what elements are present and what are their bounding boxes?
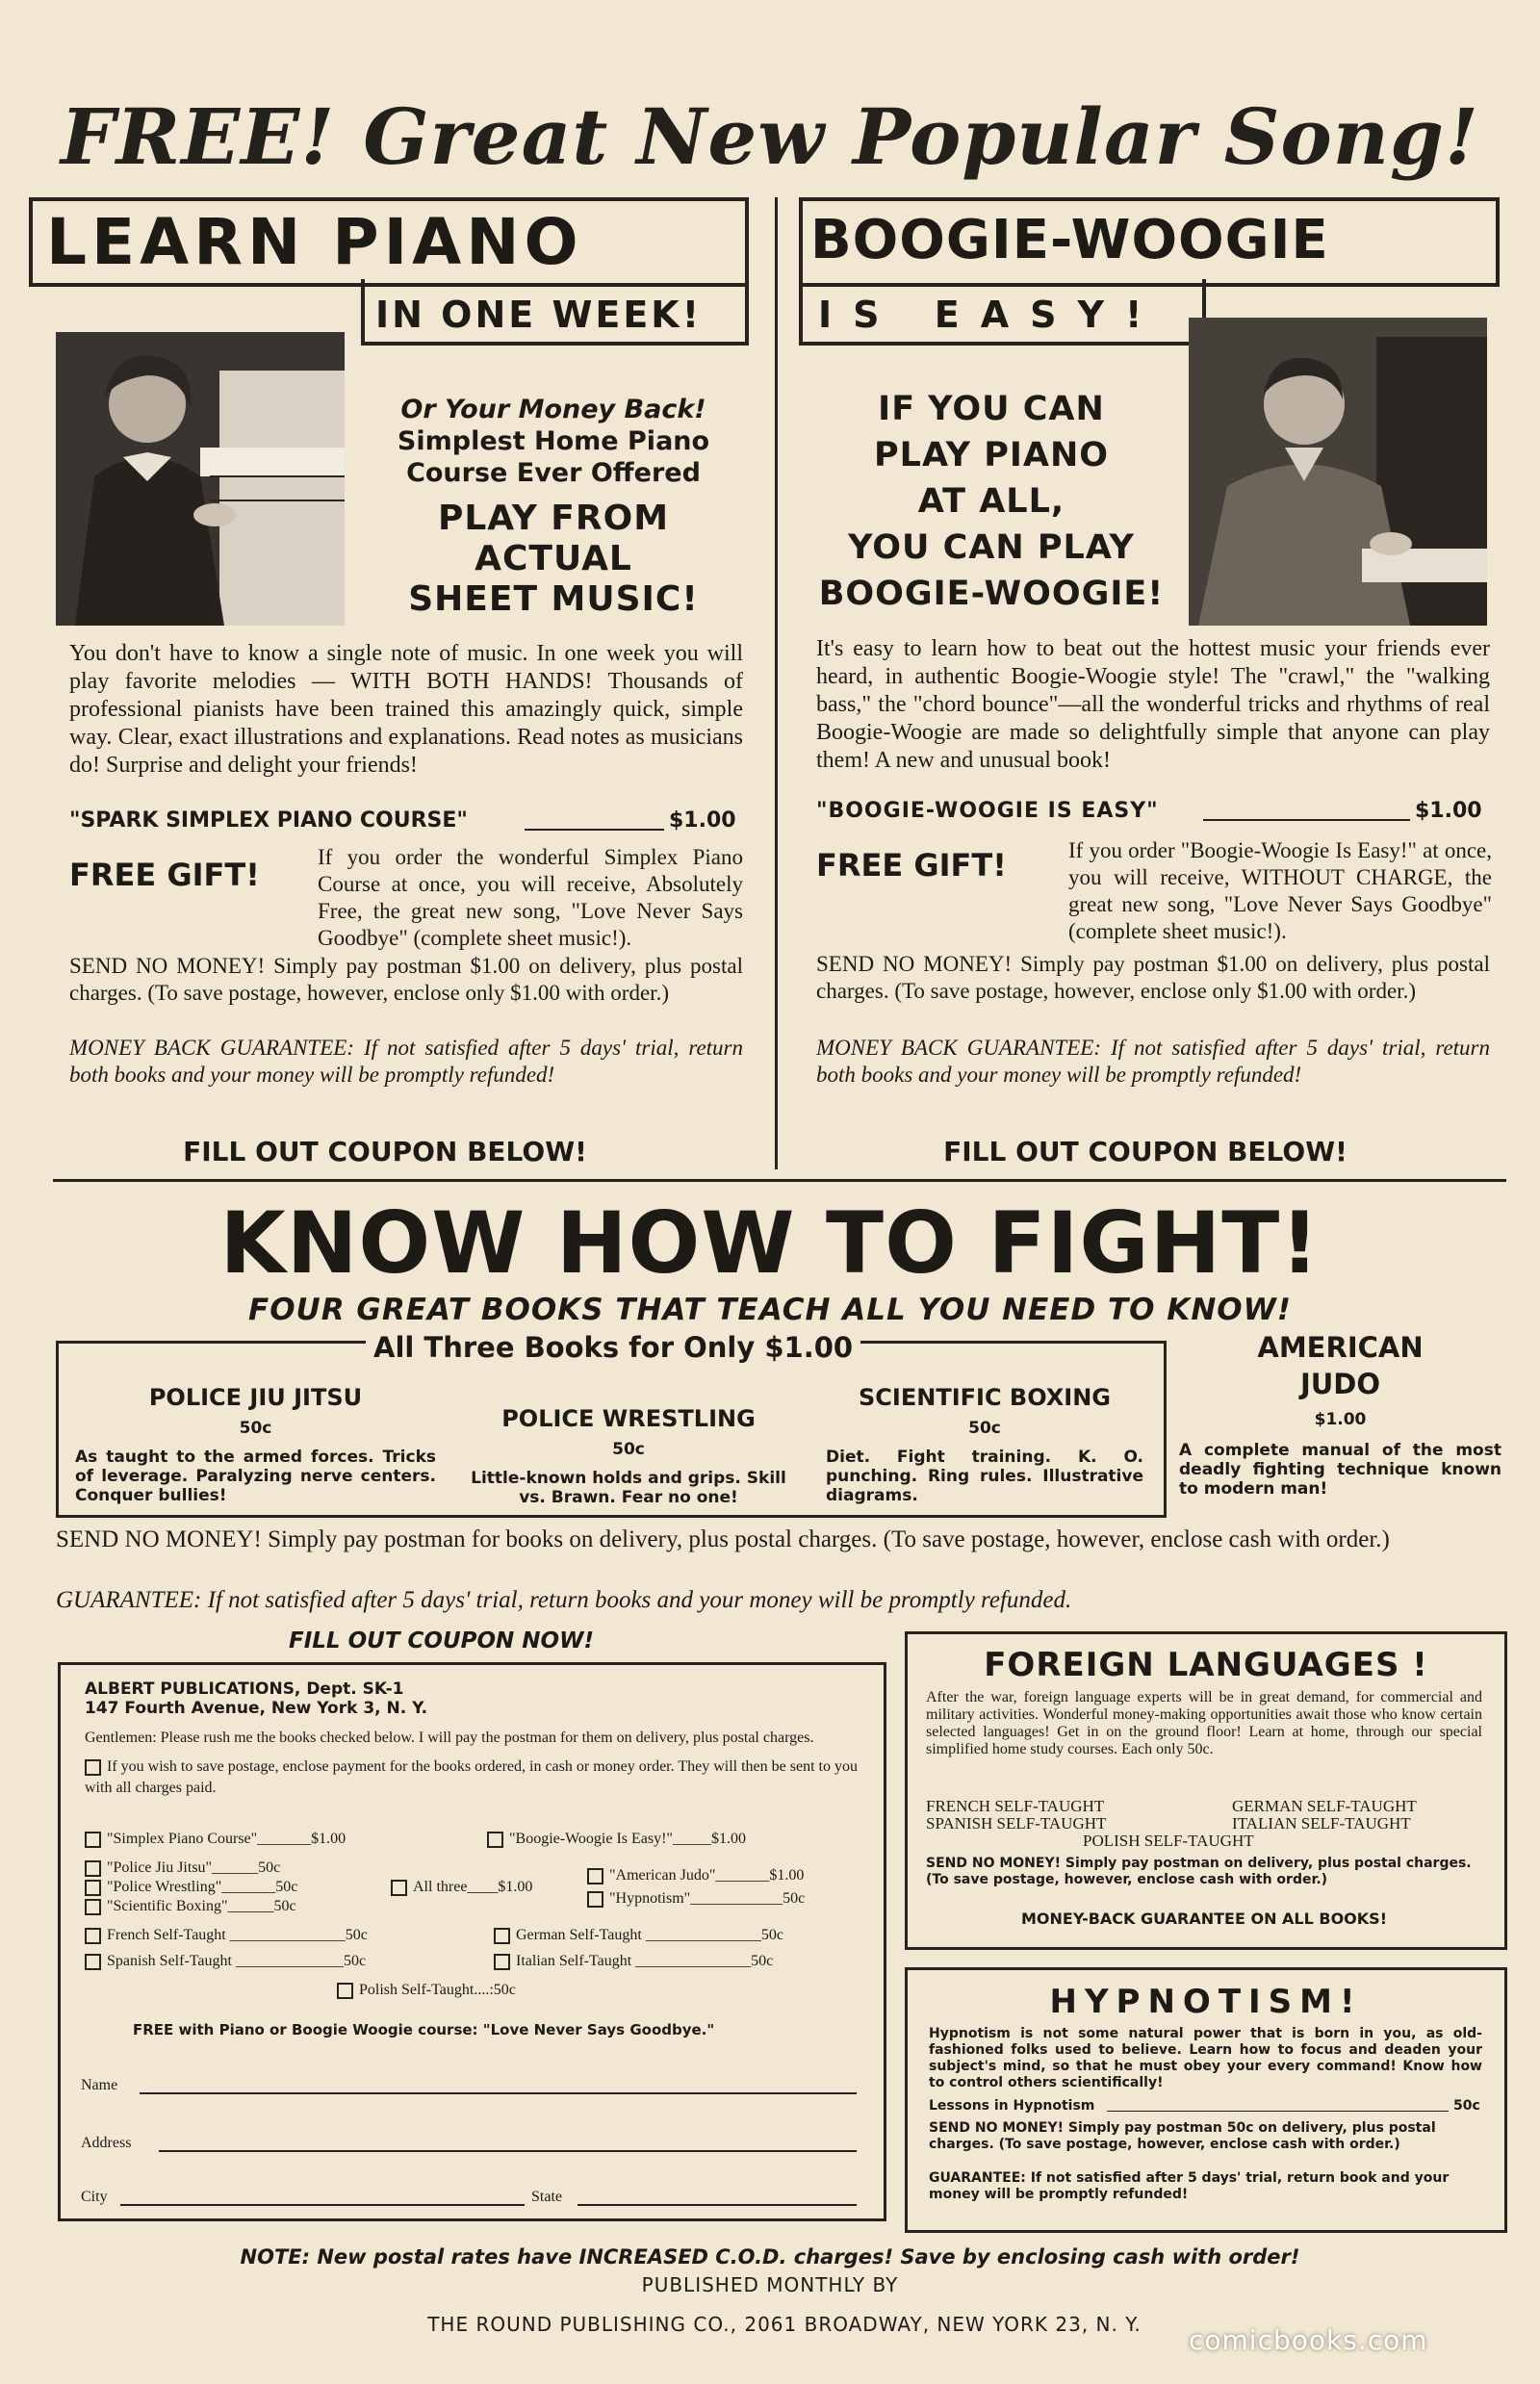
footer-publisher: THE ROUND PUBLISHING CO., 2061 BROADWAY, NEW YORK 23, N. Y. <box>427 2313 1142 2336</box>
pianist-woman-image <box>56 332 345 626</box>
boogie-checkbox[interactable] <box>487 1832 503 1848</box>
item-boxing[interactable] <box>85 1896 296 1917</box>
item-boogie[interactable] <box>487 1829 746 1850</box>
piano-tagline-2: Simplest Home Piano <box>397 426 710 456</box>
boogie-gift-text: If you order "Boogie-Woogie Is Easy!" at once, you will receive, WITHOUT CHARGE, the great new song, "Love Never Says Goodbye" (complete sheet music!). <box>1068 838 1492 943</box>
boogie-price: $1.00 <box>1415 799 1482 823</box>
fight-send: SEND NO MONEY! Simply pay postman for books on delivery, plus postal charges. (To save postage, however, enclose cash with order.) <box>56 1526 1390 1552</box>
languages-polish: POLISH SELF-TAUGHT <box>1083 1832 1254 1850</box>
boogie-title: BOOGIE-WOOGIE <box>810 209 1329 271</box>
piano-product: "SPARK SIMPLEX PIANO COURSE" <box>69 808 468 833</box>
fight-book-wrestling <box>460 1405 797 1507</box>
boogie-line-5: BOOGIE-WOOGIE! <box>818 575 1165 613</box>
allthree-checkbox[interactable] <box>391 1880 407 1896</box>
item-hypnotism-label: "Hypnotism"____________50c <box>609 1890 806 1907</box>
hypnotism-guarantee: GUARANTEE: If not satisfied after 5 days' trial, return book and your money will be promptly refunded! <box>929 2170 1450 2202</box>
judo-name-1: AMERICAN <box>1257 1331 1424 1364</box>
simplex-checkbox[interactable] <box>85 1832 101 1848</box>
coupon-company: ALBERT PUBLICATIONS, Dept. SK-1 <box>85 1679 404 1699</box>
item-jiujitsu[interactable] <box>85 1858 280 1879</box>
boogie-guarantee: MONEY BACK GUARANTEE: If not satisfied after 5 days' trial, return both books and your money will be promptly refunded! <box>816 1036 1490 1087</box>
piano-photo <box>56 332 345 626</box>
hypnotism-body: Hypnotism is not some natural power that is born in you, as old-fashioned folks used to believe. Learn how to focus and deaden your subject's mind, so that he must obey your every command! Know how to control others scientifically! <box>929 2026 1482 2090</box>
jiujitsu-price: 50c <box>239 1419 272 1438</box>
languages-german: GERMAN SELF-TAUGHT <box>1232 1797 1417 1815</box>
item-polish[interactable] <box>337 1980 516 2001</box>
boogie-body: It's easy to learn how to beat out the hottest music your friends ever heard, in authentic Boogie-Woogie style! The "crawl," the "walking bass," the "chord bounce"—all the wonderful tricks and rhythms of real Boogie-Woogie are made so delightfully simple that anyone can play them! A new and unusual book! <box>816 636 1490 773</box>
boogie-product-rule <box>1203 819 1410 821</box>
judo-desc: A complete manual of the most deadly fighting technique known to modern man! <box>1179 1441 1502 1499</box>
item-italian-label: Italian Self-Taught _______________50c <box>516 1953 774 1969</box>
section-rule <box>53 1179 1506 1182</box>
item-jiujitsu-label: "Police Jiu Jitsu"______50c <box>107 1859 281 1876</box>
coupon-address-label: Address <box>81 2135 132 2151</box>
judo-name-2: JUDO <box>1299 1368 1381 1400</box>
boogie-line-1: IF YOU CAN <box>878 390 1105 428</box>
languages-send: SEND NO MONEY! Simply pay postman on delivery, plus postal charges. (To save postage, however, enclose cash with order.) <box>926 1856 1472 1887</box>
boxing-price: 50c <box>968 1419 1001 1438</box>
judo-price: $1.00 <box>1314 1410 1367 1429</box>
fight-coupon-now: FILL OUT COUPON NOW! <box>289 1628 594 1653</box>
languages-title: FOREIGN LANGUAGES ! <box>984 1646 1428 1684</box>
item-boogie-label: "Boogie-Woogie Is Easy!"_____$1.00 <box>509 1831 746 1847</box>
column-divider <box>775 197 778 1169</box>
fight-book-jiujitsu <box>75 1384 436 1505</box>
fight-book-boxing <box>826 1384 1143 1505</box>
hypnotism-product: Lessons in Hypnotism <box>929 2098 1095 2114</box>
piano-play-1: PLAY FROM <box>437 499 670 538</box>
coupon-save-text: If you wish to save postage, enclose payment for the books ordered, in cash or money order. They will then be sent to you with all charges paid. <box>85 1758 858 1796</box>
piano-play-2: ACTUAL <box>475 539 632 578</box>
german-checkbox[interactable] <box>494 1928 510 1944</box>
item-wrestling[interactable] <box>85 1877 297 1898</box>
jiujitsu-checkbox[interactable] <box>85 1860 101 1877</box>
hypnotism-title: HYPNOTISM! <box>1049 1983 1363 2021</box>
item-french[interactable] <box>85 1925 368 1946</box>
boogie-line-4: YOU CAN PLAY <box>848 528 1135 567</box>
save-postage-checkbox[interactable] <box>85 1759 101 1776</box>
item-italian[interactable] <box>494 1951 773 1972</box>
footer-note: NOTE: New postal rates have INCREASED C.O.D. charges! Save by enclosing cash with order! <box>240 2245 1300 2269</box>
piano-guarantee: MONEY BACK GUARANTEE: If not satisfied after 5 days' trial, return both books and your money will be promptly refunded! <box>69 1036 743 1087</box>
languages-guarantee: MONEY-BACK GUARANTEE ON ALL BOOKS! <box>1021 1910 1387 1928</box>
wrestling-price: 50c <box>612 1440 645 1459</box>
item-allthree-label: All three____$1.00 <box>413 1879 533 1895</box>
item-boxing-label: "Scientific Boxing"______50c <box>107 1898 296 1914</box>
item-spanish-label: Spanish Self-Taught ______________50c <box>107 1953 367 1969</box>
piano-tagline-3: Course Ever Offered <box>406 458 701 488</box>
item-german-label: German Self-Taught _______________50c <box>516 1927 783 1943</box>
coupon-state-label: State <box>531 2189 562 2205</box>
coupon-content <box>85 1679 874 1799</box>
piano-body: You don't have to know a single note of music. In one week you will play favorite melodies — WITH BOTH HANDS! Thousands of professional pianists have been trained this amazingly quick, simple way. Clear, exact illustrations and explanations. Read notes as musicians do! Surprise and delight your friends! <box>69 641 743 778</box>
boxing-name: SCIENTIFIC BOXING <box>859 1384 1111 1411</box>
coupon-state-field[interactable] <box>578 2204 857 2206</box>
item-hypnotism[interactable] <box>587 1888 805 1910</box>
languages-spanish: SPANISH SELF-TAUGHT <box>926 1814 1107 1833</box>
boogie-gift-label: FREE GIFT! <box>816 847 1007 884</box>
fight-book-judo <box>1179 1331 1502 1499</box>
languages-french: FRENCH SELF-TAUGHT <box>926 1797 1105 1815</box>
languages-italian: ITALIAN SELF-TAUGHT <box>1232 1814 1411 1833</box>
piano-gift-text: If you order the wonderful Simplex Piano Course at once, you will receive, Absolutely Free, the great new song, "Love Never Says Goodbye" (complete sheet music!). <box>318 845 743 950</box>
piano-product-rule <box>525 829 664 831</box>
polish-checkbox[interactable] <box>337 1983 353 1999</box>
italian-checkbox[interactable] <box>494 1954 510 1970</box>
item-judo[interactable] <box>587 1865 804 1886</box>
boogie-product: "BOOGIE-WOOGIE IS EASY" <box>816 799 1159 823</box>
jiujitsu-desc: As taught to the armed forces. Tricks of leverage. Paralyzing nerve centers. Conquer bullies! <box>75 1448 436 1505</box>
piano-play-3: SHEET MUSIC! <box>408 579 699 619</box>
piano-send: SEND NO MONEY! Simply pay postman $1.00 on delivery, plus postal charges. (To save postage, however, enclose only $1.00 with order.) <box>69 954 743 1005</box>
coupon-name-field[interactable] <box>140 2092 857 2094</box>
fight-bundle: All Three Books for Only $1.00 <box>366 1331 860 1364</box>
piano-title: LEARN PIANO <box>46 205 583 279</box>
coupon-city-field[interactable] <box>120 2204 525 2206</box>
item-wrestling-label: "Police Wrestling"_______50c <box>107 1879 298 1895</box>
boxing-desc: Diet. Fight training. K. O. punching. Ring rules. Illustrative diagrams. <box>826 1448 1143 1505</box>
hypnotism-send: SEND NO MONEY! Simply pay postman 50c on delivery, plus postal charges. (To save postage, however, enclose cash with order.) <box>929 2120 1436 2152</box>
item-simplex[interactable] <box>85 1829 346 1850</box>
boogie-photo <box>1189 318 1487 626</box>
wrestling-checkbox[interactable] <box>85 1880 101 1896</box>
boogie-line-3: AT ALL, <box>917 482 1065 521</box>
item-judo-label: "American Judo"_______$1.00 <box>609 1867 805 1884</box>
judo-checkbox[interactable] <box>587 1868 603 1884</box>
piano-coupon: FILL OUT COUPON BELOW! <box>183 1136 587 1167</box>
coupon-address-field[interactable] <box>159 2150 857 2152</box>
wrestling-name: POLICE WRESTLING <box>501 1405 756 1432</box>
hypnotism-checkbox[interactable] <box>587 1891 603 1908</box>
french-checkbox[interactable] <box>85 1928 101 1944</box>
hypnotism-product-rule <box>1107 2111 1449 2112</box>
pianist-man-image <box>1189 318 1487 626</box>
boogie-ad <box>799 197 1511 1174</box>
languages-body: After the war, foreign language experts will be in great demand, for commercial and military activities. Wonderful money-making opportunities await those who know certain selected languages! Get in on the ground floor! Learn at home, through our special simplified home study courses. Each only 50c. <box>926 1689 1482 1757</box>
item-polish-label: Polish Self-Taught....:50c <box>359 1982 516 1998</box>
boogie-send: SEND NO MONEY! Simply pay postman $1.00 on delivery, plus postal charges. (To save postage, however, enclose only $1.00 with order.) <box>816 952 1490 1003</box>
fight-subtitle: FOUR GREAT BOOKS THAT TEACH ALL YOU NEED TO KNOW! <box>248 1293 1292 1327</box>
coupon-intro: Gentlemen: Please rush me the books checked below. I will pay the postman for them on delivery, plus postal charges. <box>85 1730 814 1746</box>
item-spanish[interactable] <box>85 1951 366 1972</box>
piano-tagline-1: Or Your Money Back! <box>400 395 706 424</box>
coupon-items <box>85 1829 874 2007</box>
boxing-checkbox[interactable] <box>85 1899 101 1915</box>
piano-ad <box>29 197 760 1174</box>
coupon-name-label: Name <box>81 2077 118 2093</box>
coupon-save-row[interactable] <box>85 1756 864 1799</box>
coupon-city-label: City <box>81 2189 108 2205</box>
piano-gift-label: FREE GIFT! <box>69 857 260 893</box>
item-french-label: French Self-Taught _______________50c <box>107 1927 368 1943</box>
item-simplex-label: "Simplex Piano Course"_______$1.00 <box>107 1831 346 1847</box>
boogie-coupon: FILL OUT COUPON BELOW! <box>943 1136 1348 1167</box>
piano-price: $1.00 <box>669 808 736 833</box>
coupon-free-note: FREE with Piano or Boogie Woogie course: "Love Never Says Goodbye." <box>133 2021 715 2038</box>
piano-subtitle: IN ONE WEEK! <box>375 294 703 336</box>
fight-title: KNOW HOW TO FIGHT! <box>219 1193 1321 1293</box>
fight-guarantee: GUARANTEE: If not satisfied after 5 days' trial, return books and your money will be promptly refunded. <box>56 1587 1072 1613</box>
item-allthree[interactable] <box>391 1877 532 1898</box>
hypnotism-price: 50c <box>1453 2098 1480 2114</box>
headline: FREE! Great New Popular Song! <box>61 91 1479 182</box>
spanish-checkbox[interactable] <box>85 1954 101 1970</box>
wrestling-desc: Little-known holds and grips. Skill vs. Brawn. Fear no one! <box>471 1469 786 1507</box>
boogie-subtitle: IS EASY! <box>818 294 1164 336</box>
boogie-line-2: PLAY PIANO <box>873 436 1110 474</box>
item-german[interactable] <box>494 1925 783 1946</box>
footer-published: PUBLISHED MONTHLY BY <box>641 2273 899 2296</box>
jiujitsu-name: POLICE JIU JITSU <box>148 1384 363 1411</box>
watermark: comicbooks.com <box>1189 2324 1428 2356</box>
coupon-address: 147 Fourth Avenue, New York 3, N. Y. <box>85 1699 428 1718</box>
